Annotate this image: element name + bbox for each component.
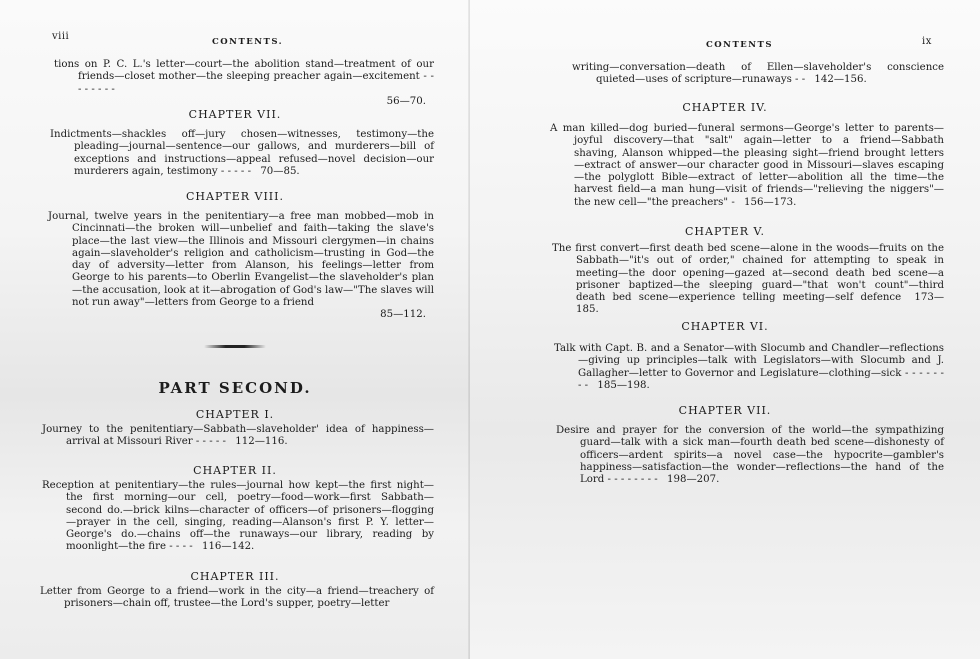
page-range: 185—198. (597, 379, 650, 391)
left-page (0, 0, 470, 659)
entry-text: A man killed—dog buried—funeral sermons—George's letter to parents—joyful discovery—that "salt" again—letter to a friend—Sabbath shaving, Alanson whipped—the pleasing sight—friend brought letters—extract of answer—our character good in Missouri—slaves escaping—the polyglott Bible—extract of letter—abolition all the time—the harvest field—a man hung—visit of friends—"relieving the niggers"—the new cell—"the preachers" - (550, 123, 944, 208)
page-range: 173—185. (576, 292, 945, 316)
chapter-heading: CHAPTER VIII. (186, 190, 284, 203)
entry-text: Letter from George to a friend—work in the city—a friend—treachery of prisoners—chain off, trustee—the Lord's supper, poetry—letter (40, 586, 434, 610)
toc-entry-right-continued (572, 62, 944, 87)
chapter-heading: CHAPTER I. (195, 408, 275, 421)
toc-entry-chapter-6 (554, 343, 944, 392)
section-divider (204, 345, 266, 348)
chapter-heading: CHAPTER VII. (188, 108, 282, 121)
entry-text: Talk with Capt. B. and a Senator—with Slocumb and Chandler—reflections—giving up principles—talk with Legislators—with Slocumb and J. Gallagher—letter to Governor and Legislature—clothing—sick - - - - - - - - (554, 343, 944, 391)
toc-entry-chapter-4 (550, 123, 944, 209)
chapter-heading: CHAPTER III. (190, 570, 280, 583)
entry-text: Indictments—shackles off—jury chosen—witnesses, testimony—the pleading—journal—sentence—our gallows, and murderers—bill of exceptions and instructions—appeal refused—novel decision—our murderers again, testimony - - - - - (50, 129, 434, 177)
page-range: 156—173. (744, 196, 797, 208)
page-range: 85—112. (380, 309, 426, 321)
entry-text: Desire and prayer for the conversion of the world—the sympathizing guard—talk with a sick man—fourth death bed scene—dishonesty of officers—ardent spirits—a novel case—the hypocrite—gambler's happiness—satisfaction—the wonder—reflections—the hand of the Lord - - - - - - - - (556, 425, 944, 486)
toc-entry-chapter-5 (552, 243, 944, 317)
part-heading: PART SECOND. (158, 379, 312, 397)
chapter-heading: CHAPTER VI. (681, 320, 769, 333)
page-number-left: viii (52, 31, 70, 42)
page-range: 70—85. (260, 165, 300, 177)
running-head-left: CONTENTS. (212, 37, 284, 47)
toc-entry-part2-chapter-3 (40, 586, 434, 611)
entry-text: Reception at penitentiary—the rules—journal how kept—the first night—the first morning—our cell, poetry—food—work—first Sabbath—second do.—brick kilns—character of officers—of prisoners—flogging—prayer in the cell, singing, reading—Alanson's first P. Y. letter—George's do.—chains off—the runaways—our library, reading by moonlight—the fire - - - - (42, 480, 434, 553)
right-page (470, 0, 980, 659)
page-range: 198—207. (667, 474, 720, 486)
toc-entry-chapter-7 (50, 129, 434, 178)
toc-entry-chapter-7-right (556, 425, 944, 486)
running-head-right: CONTENTS (706, 40, 773, 50)
entry-text: tions on P. C. L.'s letter—court—the abolition stand—treatment of our friends—closet mother—the sleeping preacher again—excitement - - - - - - - - (54, 59, 434, 95)
chapter-heading: CHAPTER IV. (682, 101, 768, 114)
toc-entry-chapter-8 (48, 211, 434, 322)
chapter-heading: CHAPTER II. (193, 464, 277, 477)
toc-entry-intro-continued (54, 59, 434, 108)
toc-entry-part2-chapter-1 (42, 424, 434, 449)
entry-text: The first convert—first death bed scene—alone in the woods—fruits on the Sabbath—"it's out of order," chained for attempting to speak in meeting—the door opening—gazed at—second death bed scene—a prisoner baptized—the sleeping guard—"that won't count"—third death bed scene—experience telling meeting—self defence (552, 243, 944, 304)
page-range: 142—156. (814, 74, 867, 86)
entry-text: Journal, twelve years in the penitentiary—a free man mobbed—mob in Cincinnati—the broken will—unbelief and faith—taking the slave's place—the last view—the Illinois and Missouri clergymen—in chains again—slaveholder's religion and catholicism—trusting in God—the day of adversity—letter from Alanson, his feelings—letter from George to his parents—to Oberlin Evangelist—the slaveholder's plan—the accusation, look at it—abrogation of God's law—"The slaves will not run away"—letters from George to a friend (48, 211, 434, 309)
page-number-right: ix (922, 36, 932, 47)
page-range: 56—70. (386, 95, 426, 107)
page-range: 112—116. (235, 436, 288, 448)
chapter-heading: CHAPTER V. (684, 225, 766, 238)
chapter-heading: CHAPTER VII. (678, 404, 772, 417)
page-range: 116—142. (201, 541, 255, 553)
toc-entry-part2-chapter-2 (42, 480, 434, 554)
entry-text: writing—conversation—death of Ellen—slaveholder's conscience quieted—uses of scripture—runaways - - (572, 62, 944, 86)
entry-text: Journey to the penitentiary—Sabbath—slaveholder' idea of happiness—arrival at Missouri River - - - - - (42, 424, 434, 448)
